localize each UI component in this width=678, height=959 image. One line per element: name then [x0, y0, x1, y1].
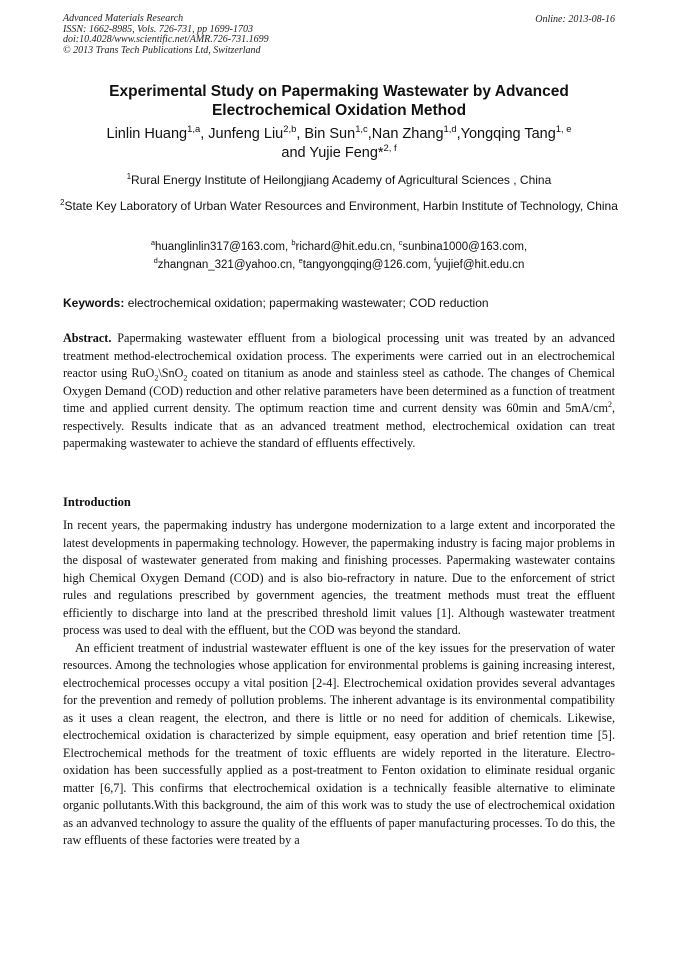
- author-affil-sup: 2,b: [283, 123, 297, 135]
- keywords-line: [63, 296, 615, 310]
- affiliation-sup: 2: [60, 198, 65, 207]
- email-sup: d: [153, 256, 158, 266]
- author-name: Yujie Feng*: [309, 145, 384, 161]
- abstract-paragraph: [63, 330, 615, 453]
- email-address[interactable]: zhangnan_321@yahoo.cn: [157, 259, 293, 271]
- author-affil-sup: 1,a: [187, 123, 201, 135]
- email-sup: a: [150, 238, 155, 248]
- keywords-text: electrochemical oxidation; papermaking wastewater; COD reduction: [127, 296, 489, 310]
- email-address[interactable]: tangyongqing@126.com: [302, 259, 428, 271]
- email-sup: e: [298, 256, 303, 266]
- author-name: Nan Zhang: [371, 126, 444, 142]
- journal-name: Advanced Materials Research: [63, 13, 184, 24]
- affiliation-2: [60, 198, 618, 215]
- abstract-subscript: 2: [154, 373, 159, 383]
- author-affil-sup: 1,c: [355, 123, 368, 135]
- affiliation-text: State Key Laboratory of Urban Water Resources and Environment, Harbin Institute of Technology, China: [64, 199, 618, 213]
- abstract-text: , respectively. Results indicate that as an advanced treatment method, electrochemical oxidation can treat papermaking wastewater to achieve the standard of effluents effectively.: [63, 401, 615, 450]
- email-address[interactable]: yujief@hit.edu.cn: [436, 259, 525, 271]
- introduction-body: [63, 517, 615, 850]
- email-sup: c: [398, 238, 403, 248]
- online-date: Online: 2013-08-16: [535, 14, 615, 25]
- body-paragraph: An efficient treatment of industrial wastewater effluent is one of the key issues for the preservation of water resources. Among the technologies whose application for environmental problems is gaining increasing interest, electrochemical processes occupy a vital position [2-4]. Electrochemical oxidation provides several advantages for the prevention and remedy of pollution problems. The inherent advantage is its environmental compatibility as it uses a clean reagent, the electron, and there is little or no need for addition of chemicals. Likewise, electrochemical oxidation is characterized by simple equipment, easy operation and brief retention time [5]. Electrochemical methods for the treatment of toxic effluents are widely reported in the literature. Electro-oxidation has been successfully applied as a post-treatment to Fenton oxidation to eliminate residual organic matter [6,7]. This confirms that electrochemical oxidation is a technically feasible alternative to eliminate organic pollutants.With this background, the aim of this work was to study the use of electrochemical oxidation as an advanved technology to assure the quality of the effluents of paper manufacturing processes. To do this, the raw effluents of these factories were treated by a: [63, 640, 615, 847]
- author-affil-sup: 1,d: [443, 123, 457, 135]
- author-name: Linlin Huang: [106, 126, 188, 142]
- doi-line[interactable]: doi:10.4028/www.scientific.net/AMR.726-731.1699: [63, 34, 269, 45]
- author-name: Yongqing Tang: [460, 126, 556, 142]
- author-affil-sup: 2, f: [383, 142, 397, 154]
- issn-line: ISSN: 1662-8985, Vols. 726-731, pp 1699-1703: [63, 23, 253, 35]
- copyright-line: © 2013 Trans Tech Publications Ltd, Switzerland: [63, 44, 261, 56]
- journal-info: [63, 14, 269, 56]
- abstract-text: coated on titanium as anode and stainless steel as cathode. The changes of Chemical Oxygen Demand (COD) reduction and other relative parameters have been determined as a function of treatment time and applied current density. The optimum reaction time and current density was 60min and 5mA/cm: [63, 366, 615, 415]
- affiliation-text: Rural Energy Institute of Heilongjiang Academy of Agricultural Sciences , China: [131, 173, 552, 187]
- abstract-text: \SnO: [158, 366, 184, 380]
- author-name: Junfeng Liu: [208, 126, 284, 142]
- email-sup: b: [291, 238, 296, 248]
- affiliation-sup: 1: [126, 172, 132, 181]
- abstract-text: Papermaking wastewater effluent from a biological processing unit was treated by an advanced treatment method-electrochemical oxidation process. The experiments were carried out in an electrochemical reactor using RuO: [63, 331, 616, 380]
- abstract-subscript: 2: [183, 373, 188, 383]
- email-address[interactable]: sunbina1000@163.com: [402, 241, 524, 253]
- abstract-superscript: 2: [607, 399, 612, 409]
- section-heading-introduction: Introduction: [63, 495, 131, 509]
- author-list: Linlin Huang$^{1,a}$, Junfeng Liu$^{2,b}$, Bin Sun$^{1,c}$,Nan Zhang$^{1,d}$,Yongqing Tang$^{1, e}$ and Yujie Feng*$^{2, f}$: [106, 123, 572, 161]
- email-address[interactable]: richard@hit.edu.cn: [295, 241, 393, 253]
- author-affil-sup: 1, e: [555, 123, 572, 135]
- paper-title: Experimental Study on Papermaking Wastewater by Advanced Electrochemical Oxidation Method: [109, 83, 569, 119]
- affiliation-1: [60, 172, 618, 189]
- email-sup: f: [433, 256, 437, 266]
- body-paragraph: In recent years, the papermaking industry has undergone modernization to a large extent and incorporated the latest developments in papermaking technology. However, the papermaking industry is facing major problems in the disposal of wastewater generated from making and finishing processes. Papermaking wastewater contains high Chemical Oxygen Demand (COD) and is also bio-refractory in nature. Due to the enforcement of strict rules and regulations prescribed by government agencies, the treatment methods must treat the effluent efficiently to discharge into land at the prescribed threshold limit values [1]. Although wastewater treatment process was used to deal with the effluent, but the COD was beyond the standard.: [63, 518, 615, 637]
- author-name: Bin Sun: [304, 126, 356, 142]
- email-address[interactable]: huanglinlin317@163.com: [154, 241, 285, 253]
- email-list: $^a$huanglinlin317@163.com, $^b$richard@hit.edu.cn, $^c$sunbina1000@163.com, $^d$zhangnan_321@yahoo.cn, $^e$tangyongqing@126.com, $^f$yujief@hit.edu.cn: [150, 238, 528, 271]
- abstract-label: Abstract.: [63, 331, 112, 345]
- keywords-label: Keywords:: [63, 296, 125, 310]
